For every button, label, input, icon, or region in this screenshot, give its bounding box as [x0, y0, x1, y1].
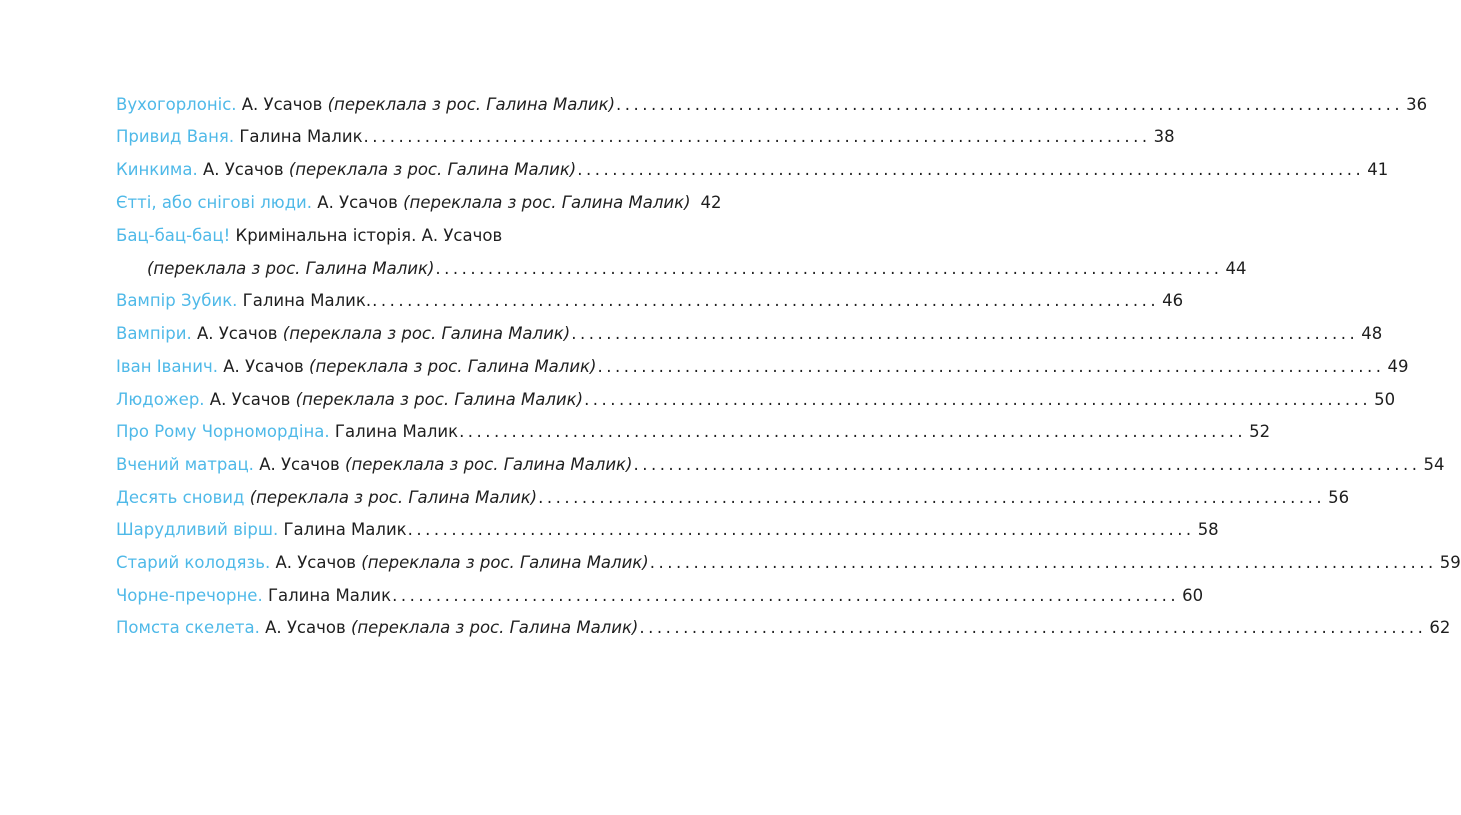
- entry-title: Бац-бац-бац!: [116, 225, 231, 245]
- toc-entry[interactable]: [116, 513, 1219, 546]
- entry-title: Єтті, або снігові люди.: [116, 192, 313, 212]
- entry-author: А. Усачов: [265, 618, 346, 638]
- entry-page: 56: [1328, 487, 1350, 507]
- entry-author: Галина Малик: [334, 422, 459, 442]
- entry-author: А. Усачов: [259, 454, 340, 474]
- dot-leader: ..........................................................................................: [571, 324, 1359, 344]
- toc-entry[interactable]: [116, 578, 1204, 611]
- entry-page: 58: [1197, 520, 1219, 540]
- toc-entry[interactable]: [116, 284, 1184, 317]
- entry-title: Вампіри.: [116, 324, 192, 344]
- toc-entry[interactable]: [116, 152, 1389, 185]
- dot-leader: ..........................................................................................: [633, 454, 1421, 474]
- dot-leader: ..........................................................................................: [649, 552, 1437, 572]
- entry-page: 52: [1249, 422, 1271, 442]
- entry-page: 50: [1374, 389, 1396, 409]
- dot-leader: ..........................................................................................: [577, 160, 1365, 180]
- entry-translation: (переклала з рос. Галина Малик): [147, 258, 435, 278]
- toc-entry[interactable]: [116, 218, 1247, 284]
- entry-page: 62: [1429, 618, 1451, 638]
- entry-page: 48: [1361, 324, 1383, 344]
- entry-author: А. Усачов: [209, 389, 291, 409]
- entry-author: Галина Малик.: [242, 291, 372, 311]
- dot-leader: ..........................................................................................: [407, 520, 1195, 540]
- entry-page: 44: [1225, 258, 1247, 278]
- dot-leader: ..........................................................................................: [372, 291, 1160, 311]
- entry-translation: (переклала з рос. Галина Малик): [295, 389, 584, 409]
- toc-entry[interactable]: [116, 480, 1350, 513]
- entry-author: Галина Малик: [239, 127, 363, 147]
- entry-author: А. Усачов: [275, 552, 357, 572]
- entry-translation: (переклала з рос. Галина Малик): [249, 487, 538, 507]
- toc-entry[interactable]: [116, 447, 1445, 480]
- dot-leader: ..........................................................................................: [459, 422, 1247, 442]
- toc-entry[interactable]: [116, 316, 1383, 349]
- entry-author: Галина Малик: [267, 585, 392, 605]
- entry-author: А. Усачов: [223, 356, 304, 376]
- entry-translation: (переклала з рос. Галина Малик): [327, 94, 616, 114]
- toc-entry[interactable]: [116, 382, 1396, 415]
- entry-page: 38: [1153, 127, 1175, 147]
- entry-page: 59: [1439, 552, 1461, 572]
- entry-title-plain: Кримінальна історія.: [235, 225, 417, 245]
- entry-title: Людожер.: [116, 389, 205, 409]
- entry-page: 41: [1367, 160, 1389, 180]
- entry-title: Вампір Зубик.: [116, 291, 238, 311]
- entry-translation: (переклала з рос. Галина Малик): [288, 160, 577, 180]
- entry-page: 54: [1423, 454, 1445, 474]
- entry-title: Вухогорлоніс.: [116, 94, 237, 114]
- entry-translation: (переклала з рос. Галина Малик): [282, 324, 571, 344]
- dot-leader: ..........................................................................................: [538, 487, 1326, 507]
- toc-entry[interactable]: [116, 545, 1461, 578]
- entry-page: 60: [1182, 585, 1204, 605]
- toc-entry[interactable]: [116, 611, 1451, 644]
- entry-title: Про Рому Чорномордіна.: [116, 422, 330, 442]
- entry-author: А. Усачов: [196, 324, 278, 344]
- toc-entry[interactable]: [116, 415, 1271, 448]
- dot-leader: ..........................................................................................: [639, 618, 1427, 638]
- entry-page: 49: [1387, 356, 1409, 376]
- entry-page: 46: [1162, 291, 1184, 311]
- dot-leader: ..........................................................................................: [616, 94, 1404, 114]
- entry-author: А. Усачов: [317, 192, 398, 212]
- entry-translation: (переклала з рос. Галина Малик): [309, 356, 597, 376]
- entry-title: Помста скелета.: [116, 618, 260, 638]
- toc-entry[interactable]: [116, 120, 1175, 153]
- entry-translation: (переклала з рос. Галина Малик): [345, 454, 633, 474]
- entry-title: Старий колодязь.: [116, 552, 271, 572]
- entry-translation: (переклала з рос. Галина Малик): [350, 618, 639, 638]
- entry-title: Чорне-пречорне.: [116, 585, 263, 605]
- entry-author: А. Усачов: [202, 160, 284, 180]
- entry-title: Шарудливий вірш.: [116, 520, 279, 540]
- table-of-contents: [116, 87, 1461, 643]
- entry-title: Іван Іванич.: [116, 356, 218, 376]
- dot-leader: ..........................................................................................: [435, 258, 1223, 278]
- toc-entry[interactable]: [116, 87, 1428, 120]
- entry-author: Галина Малик: [283, 520, 407, 540]
- entry-title: Десять сновид: [116, 487, 245, 507]
- entry-translation: (переклала з рос. Галина Малик): [403, 192, 691, 212]
- dot-leader: ..........................................................................................: [597, 356, 1385, 376]
- toc-entry[interactable]: [116, 185, 757, 218]
- entry-author: А. Усачов: [241, 94, 323, 114]
- entry-page: 36: [1406, 94, 1428, 114]
- entry-translation: (переклала з рос. Галина Малик): [361, 552, 649, 572]
- toc-entry[interactable]: [116, 349, 1409, 382]
- entry-page: 42: [700, 192, 722, 212]
- entry-author: А. Усачов: [421, 225, 503, 245]
- dot-leader: ..........................................................................................: [363, 127, 1151, 147]
- entry-title: Кинкима.: [116, 160, 198, 180]
- dot-leader: ..........................................................................................: [392, 585, 1180, 605]
- entry-title: Привид Ваня.: [116, 127, 235, 147]
- entry-title: Вчений матрац.: [116, 454, 254, 474]
- dot-leader: ..........................................................................................: [584, 389, 1372, 409]
